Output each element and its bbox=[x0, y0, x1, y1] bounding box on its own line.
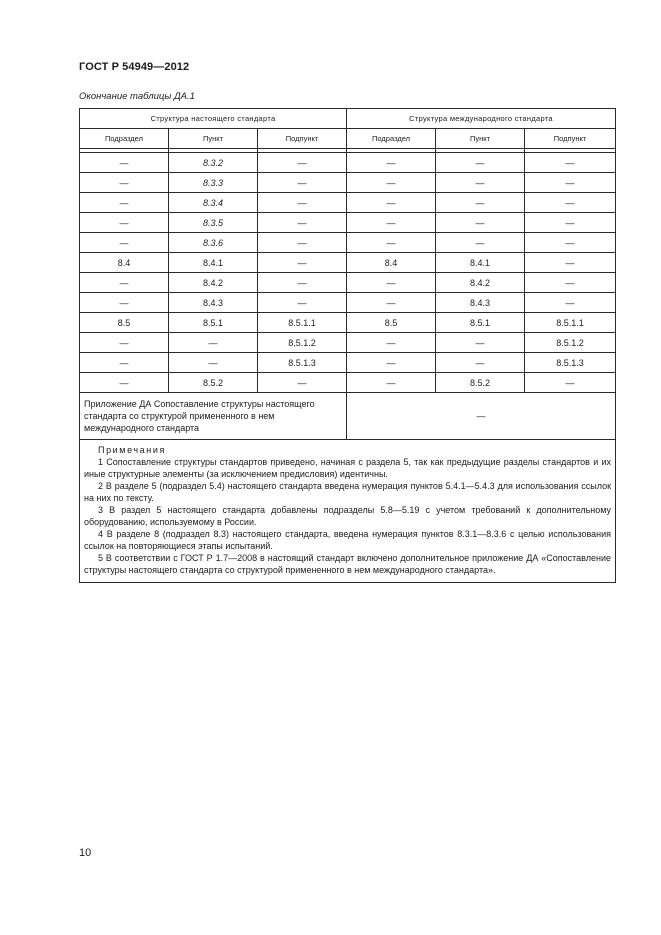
table-row bbox=[80, 293, 616, 313]
table-cell: — bbox=[436, 353, 525, 373]
table-cell: 8.3.5 bbox=[169, 213, 258, 233]
table-cell: — bbox=[525, 273, 616, 293]
table-cell: — bbox=[436, 233, 525, 253]
table-row bbox=[80, 233, 616, 253]
table-row bbox=[80, 153, 616, 173]
table-cell: — bbox=[347, 373, 436, 393]
group-header-row bbox=[80, 109, 616, 129]
table-row bbox=[80, 193, 616, 213]
table-cell: 8.3.6 bbox=[169, 233, 258, 253]
table-cell: 8.4.3 bbox=[436, 293, 525, 313]
table-cell: — bbox=[347, 333, 436, 353]
table-cell: — bbox=[258, 213, 347, 233]
column-header: Подраздел bbox=[80, 129, 169, 149]
annex-label: Приложение ДА Сопоставление структуры настоящего стандарта со структурой примененного в нем международного стандарта bbox=[80, 393, 347, 440]
note-item: 4 В разделе 8 (подраздел 8.3) настоящего стандарта, введена нумерация пунктов 8.3.1—8.3.6 с целью использования ссылок на повторяющиеся этапы испытаний. bbox=[84, 529, 612, 551]
table-cell: 8.4.2 bbox=[436, 273, 525, 293]
column-header: Пункт bbox=[169, 129, 258, 149]
table-cell: 8.5.1 bbox=[169, 313, 258, 333]
note-item: 3 В раздел 5 настоящего стандарта добавлены подразделы 5.8—5.19 с учетом требований к дополнительному оборудованию, используемому в России. bbox=[84, 505, 612, 527]
table-cell: — bbox=[525, 293, 616, 313]
notes-title: Примечания bbox=[98, 445, 166, 455]
table-cell: 8.3.4 bbox=[169, 193, 258, 213]
table-cell: — bbox=[525, 153, 616, 173]
table-cell: 8.5.1.1 bbox=[258, 313, 347, 333]
table-row bbox=[80, 273, 616, 293]
table-row bbox=[80, 353, 616, 373]
table-cell: — bbox=[80, 353, 169, 373]
table-cell: — bbox=[80, 333, 169, 353]
annex-value: — bbox=[347, 393, 616, 440]
table-row bbox=[80, 313, 616, 333]
table-cell: — bbox=[258, 273, 347, 293]
table-cell: — bbox=[525, 193, 616, 213]
table-cell: 8.4.2 bbox=[169, 273, 258, 293]
table-cell: — bbox=[347, 213, 436, 233]
table-cell: — bbox=[436, 153, 525, 173]
table-cell: — bbox=[347, 273, 436, 293]
table-cell: — bbox=[80, 233, 169, 253]
table-cell: — bbox=[80, 213, 169, 233]
table-cell: — bbox=[347, 153, 436, 173]
table-cell: — bbox=[258, 233, 347, 253]
document-title: ГОСТ Р 54949—2012 bbox=[79, 61, 190, 73]
table-cell: — bbox=[258, 293, 347, 313]
table-cell: 8.5.1.3 bbox=[525, 353, 616, 373]
table-cell: — bbox=[347, 233, 436, 253]
table-cell: — bbox=[347, 193, 436, 213]
table-cell: 8.3.3 bbox=[169, 173, 258, 193]
table-cell: — bbox=[80, 373, 169, 393]
table-cell: 8.4 bbox=[347, 253, 436, 273]
table-row bbox=[80, 373, 616, 393]
group-header-international: Структура международного стандарта bbox=[347, 109, 616, 129]
table-cell: — bbox=[347, 293, 436, 313]
table-cell: — bbox=[436, 333, 525, 353]
table-cell: 8.4.1 bbox=[169, 253, 258, 273]
table-cell: 8.5.1.1 bbox=[525, 313, 616, 333]
note-item: 5 В соответствии с ГОСТ Р 1.7—2008 в настоящий стандарт включено дополнительное приложение ДА «Сопоставление структуры настоящего стандарта со структурой примененного в нем международного стандарта». bbox=[84, 553, 612, 575]
table-cell: 8.5.1 bbox=[436, 313, 525, 333]
table-row bbox=[80, 173, 616, 193]
table-cell: 8.5.2 bbox=[436, 373, 525, 393]
table-caption: Окончание таблицы ДА.1 bbox=[79, 91, 195, 102]
page-number: 10 bbox=[79, 847, 92, 859]
table-row bbox=[80, 213, 616, 233]
note-item: 2 В разделе 5 (подраздел 5.4) настоящего стандарта введена нумерация пунктов 5.4.1—5.4.3 для использования ссылок на них по тексту. bbox=[84, 481, 612, 503]
table-cell: — bbox=[525, 373, 616, 393]
column-header-row bbox=[80, 129, 616, 149]
table-cell: — bbox=[525, 173, 616, 193]
table-cell: — bbox=[525, 233, 616, 253]
table-cell: — bbox=[169, 333, 258, 353]
column-header: Подпункт bbox=[258, 129, 347, 149]
table-cell: — bbox=[436, 193, 525, 213]
table-cell: 8.5.2 bbox=[169, 373, 258, 393]
table-cell: — bbox=[80, 193, 169, 213]
notes-block bbox=[80, 440, 616, 583]
table-cell: — bbox=[80, 173, 169, 193]
table-cell: — bbox=[258, 153, 347, 173]
note-item: 1 Сопоставление структуры стандартов приведено, начиная с раздела 5, так как предыдущие разделы стандартов и их иные структурные элементы (за исключением предисловия) идентичны. bbox=[84, 457, 612, 479]
table-cell: — bbox=[436, 213, 525, 233]
column-header: Подраздел bbox=[347, 129, 436, 149]
table-cell: — bbox=[436, 173, 525, 193]
table-cell: 8.5.1.2 bbox=[258, 333, 347, 353]
table-cell: 8.5.1.2 bbox=[525, 333, 616, 353]
table-cell: 8.5 bbox=[347, 313, 436, 333]
table-cell: — bbox=[258, 373, 347, 393]
table-row bbox=[80, 333, 616, 353]
table-row bbox=[80, 253, 616, 273]
table-cell: 8.5 bbox=[80, 313, 169, 333]
annex-row bbox=[80, 393, 616, 440]
table-cell: — bbox=[80, 153, 169, 173]
group-header-national: Структура настоящего стандарта bbox=[80, 109, 347, 129]
table-cell: — bbox=[80, 273, 169, 293]
structure-comparison-table bbox=[79, 108, 616, 583]
table-cell: — bbox=[347, 173, 436, 193]
table-cell: — bbox=[525, 213, 616, 233]
table-cell: — bbox=[258, 193, 347, 213]
table-cell: 8.4.1 bbox=[436, 253, 525, 273]
table-cell: 8.4.3 bbox=[169, 293, 258, 313]
table-cell: — bbox=[258, 173, 347, 193]
table-cell: — bbox=[258, 253, 347, 273]
table-cell: — bbox=[525, 253, 616, 273]
column-header: Пункт bbox=[436, 129, 525, 149]
table-cell: 8.5.1.3 bbox=[258, 353, 347, 373]
table-cell: 8.4 bbox=[80, 253, 169, 273]
notes-row bbox=[80, 440, 616, 583]
table-cell: — bbox=[80, 293, 169, 313]
table-cell: — bbox=[169, 353, 258, 373]
table-cell: 8.3.2 bbox=[169, 153, 258, 173]
table-cell: — bbox=[347, 353, 436, 373]
column-header: Подпункт bbox=[525, 129, 616, 149]
